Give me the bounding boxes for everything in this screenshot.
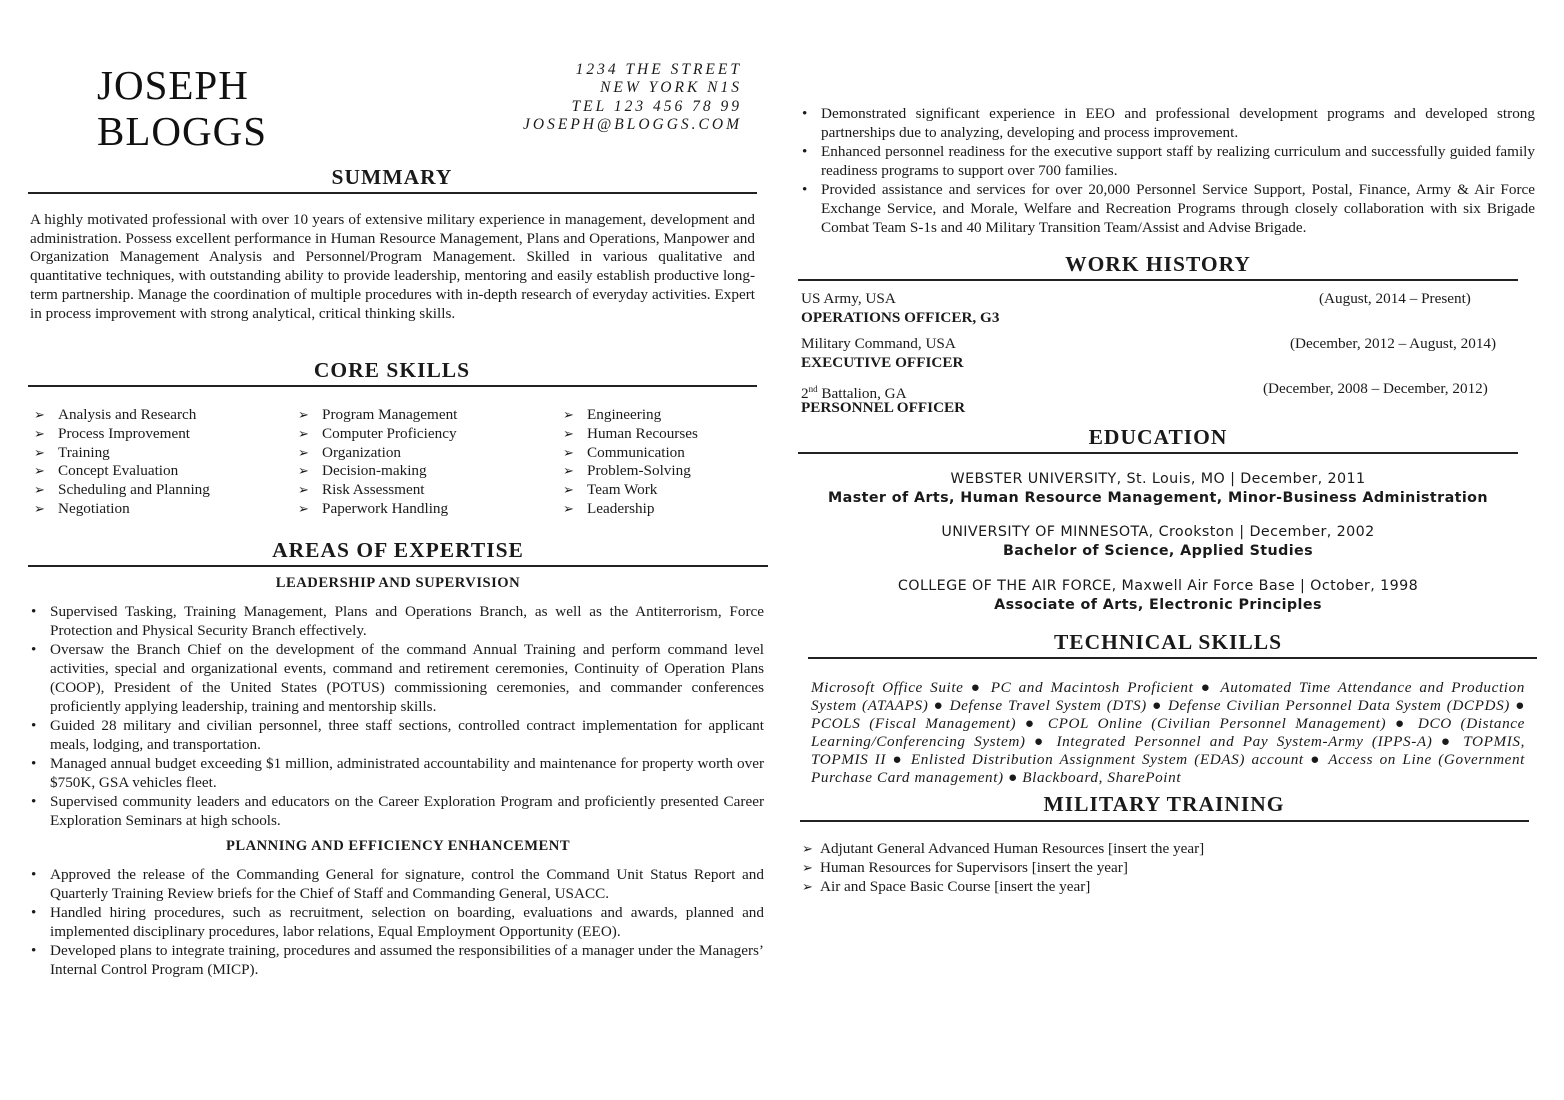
arrow-bullet-icon: ➢ <box>563 482 574 498</box>
list-item: • Supervised community leaders and educators on the Career Exploration Program and proficiently presented Career Exploration Seminars at high schools. <box>31 793 764 829</box>
list-item: • Approved the release of the Commanding General for signature, control the Command Unit Status Report and Quarterly Training Review briefs for the Chief of Staff and Commanding General, USACC. <box>31 866 764 902</box>
job-2-dates: (December, 2012 – August, 2014) <box>1290 335 1497 352</box>
arrow-bullet-icon: ➢ <box>563 444 574 460</box>
bullet-icon: • <box>802 143 808 160</box>
school-1-degree: Master of Arts, Human Resource Management, Minor-Business Administration <box>828 489 1488 506</box>
core-skills-heading: CORE SKILLS <box>313 358 471 382</box>
military-training-list <box>802 840 1204 896</box>
school-2 <box>798 523 1518 560</box>
job-2-company: Military Command, USA <box>801 335 956 352</box>
school-2-degree: Bachelor of Science, Applied Studies <box>1002 542 1314 559</box>
arrow-bullet-icon: ➢ <box>802 878 813 894</box>
contact-block <box>523 61 742 134</box>
skill-item: ➢ Paperwork Handling <box>298 499 449 517</box>
list-item: • Demonstrated significant experience in EEO and professional development programs and developed strong partnerships due to analyzing, developing and process improvement. <box>802 105 1535 141</box>
list-item: ➢ Human Resources for Supervisors [insert the year] <box>802 858 1128 876</box>
arrow-bullet-icon: ➢ <box>563 500 574 516</box>
work-history-heading: WORK HISTORY <box>1065 252 1251 276</box>
bullet-icon: • <box>31 755 37 772</box>
arrow-bullet-icon: ➢ <box>298 407 309 422</box>
address-line1: 1234 THE STREET <box>575 61 742 78</box>
arrow-bullet-icon: ➢ <box>298 463 309 479</box>
bullet-icon: • <box>31 717 37 734</box>
skill-item: ➢ Analysis and Research <box>34 406 197 423</box>
job-3-company: 2nd Battalion, GA <box>801 384 907 403</box>
job-1-dates: (August, 2014 – Present) <box>1319 290 1471 307</box>
skill-item: ➢ Negotiation <box>34 499 130 517</box>
list-item: • Guided 28 military and civilian personnel, three staff sections, controlled contract implementation for applicant meals, lodging, and transportation. <box>31 717 764 753</box>
list-item: ➢ Adjutant General Advanced Human Resources [insert the year] <box>802 840 1205 857</box>
arrow-bullet-icon: ➢ <box>298 425 309 441</box>
skills-column-2 <box>298 406 457 519</box>
last-name: BLOGGS <box>97 108 268 154</box>
core-skills-rule <box>28 385 757 387</box>
job-3-dates: (December, 2008 – December, 2012) <box>1263 380 1488 397</box>
bullet-icon: • <box>31 866 37 883</box>
arrow-bullet-icon: ➢ <box>802 841 813 856</box>
skill-item: ➢ Scheduling and Planning <box>34 481 210 499</box>
arrow-bullet-icon: ➢ <box>34 444 45 460</box>
school-1-line: WEBSTER UNIVERSITY, St. Louis, MO | December, 2011 <box>950 471 1366 487</box>
skill-item: ➢ Program Management <box>298 406 458 423</box>
list-item: • Provided assistance and services for over 20,000 Personnel Service Support, Postal, Finance, Army & Air Force Exchange Service, and Morale, Welfare and Recreation Programs through closely collaboration with six Brigade Combat Team S-1s and 40 Military Transition Team/Assist and Advise Brigade. <box>802 181 1535 236</box>
bullet-icon: • <box>31 904 37 921</box>
email: JOSEPH@BLOGGS.COM <box>523 115 742 133</box>
skills-column-3 <box>563 406 698 519</box>
technical-skills-text: Microsoft Office Suite ● PC and Macintosh Proficient ● Automated Time Attendance and Production System (ATAAPS) ● Defense Travel System (DTS) ● Defense Civilian Personnel Data System (DCPDS) ● PCOLS (Fiscal Management) ● CPOL Online (Civilian Personnel Management) ● DCO (Distance Learning/Conferencing System) ● Integrated Personnel and Pay System-Army (IPPS-A) ● TOPMIS, TOPMIS II ● Enlisted Distribution Assignment System (EDAS) account ● Access on Line (Government Purchase Card management) ● Blackboard, SharePoint <box>811 679 1525 787</box>
skill-item: ➢ Training <box>34 443 110 461</box>
summary-heading: SUMMARY <box>331 165 453 189</box>
first-name: JOSEPH <box>97 62 249 108</box>
list-item: • Managed annual budget exceeding $1 million, administrated accountability and maintenance for property worth over $750K, GSA vehicles fleet. <box>31 755 764 791</box>
school-2-line: UNIVERSITY OF MINNESOTA, Crookston | December, 2002 <box>941 524 1375 540</box>
list-item: • Enhanced personnel readiness for the executive support staff by realizing curriculum and successfully guided family readiness programs to support over 700 families. <box>802 143 1535 179</box>
candidate-name <box>97 62 267 154</box>
skill-item: ➢ Computer Proficiency <box>298 424 457 442</box>
bullet-icon: • <box>31 942 37 959</box>
school-3-line: COLLEGE OF THE AIR FORCE, Maxwell Air Force Base | October, 1998 <box>897 578 1419 594</box>
bullet-icon: • <box>31 793 37 810</box>
job-1-title: OPERATIONS OFFICER, G3 <box>801 309 1000 326</box>
summary-text: A highly motivated professional with over 10 years of extensive military experience in management, development and administration. Possess excellent performance in Human Resource Management, Plans and Operations, Manpower and Organization Management Analysis and Personnel/Program Management. Skilled in various qualitative and quantitative techniques, with outstanding ability to provide leadership, mentoring and easily establish productive long-term partnership. Manage the coordination of multiple procedures with in-depth research of everyday activities. Expert in process improvement with strong analytical, critical thinking skills. <box>30 211 755 322</box>
leadership-subheading: LEADERSHIP AND SUPERVISION <box>275 575 521 591</box>
expertise-continued-list <box>801 104 1535 237</box>
education-rule <box>798 452 1518 454</box>
education-heading: EDUCATION <box>1088 425 1228 449</box>
skill-item: ➢ Problem-Solving <box>563 462 691 480</box>
job-1-company: US Army, USA <box>801 290 896 307</box>
skill-item: ➢ Concept Evaluation <box>34 462 179 480</box>
bullet-icon: • <box>31 641 37 658</box>
list-item: • Oversaw the Branch Chief on the development of the command Annual Training and perform command level activities, special and organizational events, command and retirement ceremonies, Continuity of Operation Plans (COOP), President of the United States (POTUS) commissioning ceremonies, and commander conferences proficiently applying leadership, training and mentorship skills. <box>31 641 764 715</box>
bullet-icon: • <box>802 105 808 122</box>
summary-rule <box>28 192 757 194</box>
technical-skills-heading: TECHNICAL SKILLS <box>1053 630 1283 654</box>
address-line2: NEW YORK N1S <box>600 79 742 97</box>
skill-item: ➢ Team Work <box>563 481 658 499</box>
school-3 <box>798 577 1518 614</box>
skill-item: ➢ Engineering <box>563 406 662 423</box>
phone: TEL 123 456 78 99 <box>571 97 742 115</box>
arrow-bullet-icon: ➢ <box>34 463 45 479</box>
planning-list <box>30 865 764 979</box>
list-item: ➢ Air and Space Basic Course [insert the year] <box>802 877 1091 895</box>
arrow-bullet-icon: ➢ <box>563 425 574 441</box>
skill-item: ➢ Process Improvement <box>34 424 191 442</box>
skills-column-1 <box>34 406 210 519</box>
school-3-degree: Associate of Arts, Electronic Principles <box>994 596 1322 613</box>
arrow-bullet-icon: ➢ <box>34 425 45 441</box>
skill-item: ➢ Risk Assessment <box>298 481 425 499</box>
skill-item: ➢ Decision-making <box>298 462 427 480</box>
arrow-bullet-icon: ➢ <box>298 500 309 516</box>
leadership-list <box>30 602 764 830</box>
arrow-bullet-icon: ➢ <box>298 444 309 460</box>
list-item: • Handled hiring procedures, such as recruitment, selection on boarding, evaluations and awards, planned and implemented disciplinary procedures, labor relations, Equal Employment Opportunity (EEO). <box>31 904 764 940</box>
arrow-bullet-icon: ➢ <box>34 407 45 422</box>
arrow-bullet-icon: ➢ <box>298 482 309 498</box>
expertise-rule <box>28 565 768 567</box>
military-training-heading: MILITARY TRAINING <box>1043 792 1285 816</box>
military-training-rule <box>800 820 1529 822</box>
arrow-bullet-icon: ➢ <box>34 482 45 498</box>
job-2-title: EXECUTIVE OFFICER <box>801 354 964 371</box>
expertise-heading: AREAS OF EXPERTISE <box>272 538 524 562</box>
arrow-bullet-icon: ➢ <box>802 859 813 875</box>
skill-item: ➢ Communication <box>563 443 685 461</box>
arrow-bullet-icon: ➢ <box>34 500 45 516</box>
arrow-bullet-icon: ➢ <box>563 407 574 422</box>
job-3-title: PERSONNEL OFFICER <box>801 399 966 416</box>
bullet-icon: • <box>802 181 808 198</box>
skill-item: ➢ Human Recourses <box>563 424 698 442</box>
list-item: • Supervised Tasking, Training Management, Plans and Operations Branch, as well as the Antiterrorism, Force Protection and Physical Security Branch effectively. <box>31 603 764 639</box>
arrow-bullet-icon: ➢ <box>563 463 574 479</box>
bullet-icon: • <box>31 603 37 620</box>
skill-item: ➢ Organization <box>298 443 402 461</box>
planning-subheading: PLANNING AND EFFICIENCY ENHANCEMENT <box>225 838 571 854</box>
technical-skills-rule <box>808 657 1537 659</box>
work-history-rule <box>798 279 1518 281</box>
school-1 <box>798 470 1518 507</box>
list-item: • Developed plans to integrate training, procedures and assumed the responsibilities of a manager under the Managers’ Internal Control Program (MICP). <box>31 942 764 978</box>
skill-item: ➢ Leadership <box>563 499 655 517</box>
